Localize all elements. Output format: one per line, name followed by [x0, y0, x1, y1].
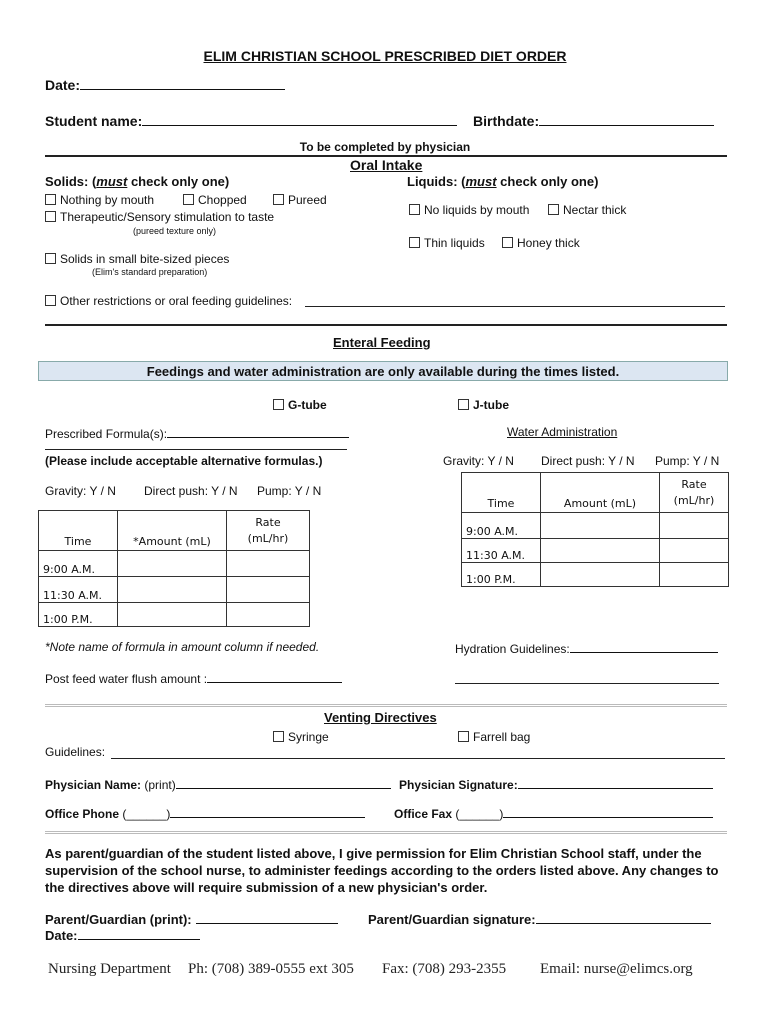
alt-formulas-note: (Please include acceptable alternative formulas.) [45, 454, 323, 468]
table-row [39, 603, 310, 627]
checkbox[interactable] [548, 204, 559, 215]
table-row [462, 539, 729, 563]
physician-name-row [45, 776, 391, 792]
water-gravity[interactable]: Gravity: Y / N [443, 454, 514, 468]
time-cell: 1:00 P.M. [462, 563, 541, 587]
date-row [45, 77, 285, 93]
option-label: J-tube [473, 398, 509, 412]
farrell-option[interactable] [458, 730, 530, 744]
thin-liquids-option[interactable] [409, 236, 485, 250]
formula-label: Prescribed Formula(s): [45, 427, 168, 441]
amount-header: Amount (mL) [541, 473, 660, 513]
option-label: Syringe [288, 730, 329, 744]
parent-print-field[interactable] [196, 911, 338, 924]
hydration-field-2[interactable] [455, 683, 719, 684]
hydration-row [455, 640, 718, 656]
feed-pump[interactable]: Pump: Y / N [257, 484, 322, 498]
divider [45, 704, 727, 707]
print-hint: (print) [141, 778, 176, 792]
solids-must: must [96, 174, 128, 189]
nectar-option[interactable] [548, 203, 626, 217]
syringe-option[interactable] [273, 730, 329, 744]
table-header-row [462, 473, 729, 513]
jtube-option[interactable] [458, 398, 509, 412]
amount-cell[interactable] [118, 551, 227, 577]
office-fax-label: Office Fax [394, 807, 453, 821]
formula-row [45, 425, 349, 441]
physician-signature-field[interactable] [518, 776, 713, 789]
solids-heading [45, 174, 229, 189]
physician-signature-row [399, 776, 713, 792]
consent-paragraph: As parent/guardian of the student listed above, I give permission for Elim Christian School staff, under the supervision of the school nurse, to administer feedings according to the orders listed above. Any changes to the directives above will require submission of a new physician's order. [45, 846, 719, 895]
rate-cell[interactable] [227, 551, 310, 577]
amount-cell[interactable] [541, 563, 660, 587]
checkbox[interactable] [273, 731, 284, 742]
parent-print-row [45, 911, 338, 927]
hydration-label: Hydration Guidelines: [455, 642, 570, 656]
feed-gravity[interactable]: Gravity: Y / N [45, 484, 116, 498]
footer-email: Email: nurse@elimcs.org [540, 961, 693, 977]
liquids-must: must [465, 174, 497, 189]
water-pump[interactable]: Pump: Y / N [655, 454, 720, 468]
rate-cell[interactable] [660, 513, 729, 539]
time-header: Time [39, 511, 118, 551]
rate-header [227, 511, 310, 551]
birthdate-field[interactable] [539, 113, 714, 126]
footer-phone: Ph: (708) 389-0555 ext 305 [188, 961, 354, 977]
nothing-by-mouth-option[interactable] [45, 193, 154, 207]
no-liquids-option[interactable] [409, 203, 529, 217]
time-cell: 9:00 A.M. [39, 551, 118, 577]
table-row [39, 551, 310, 577]
honey-option[interactable] [502, 236, 580, 250]
water-schedule-table [461, 472, 729, 587]
formula-note: *Note name of formula in amount column if needed. [45, 640, 320, 654]
option-label: Chopped [198, 193, 247, 207]
amount-cell[interactable] [118, 603, 227, 627]
parent-signature-label: Parent/Guardian signature: [368, 912, 536, 927]
parent-date-field[interactable] [78, 927, 200, 940]
time-header: Time [462, 473, 541, 513]
pureed-option[interactable] [273, 193, 327, 207]
option-label: G-tube [288, 398, 327, 412]
liquids-rest: check only one) [496, 174, 599, 189]
rate-cell[interactable] [660, 539, 729, 563]
checkbox[interactable] [183, 194, 194, 205]
water-direct-push[interactable]: Direct push: Y / N [541, 454, 635, 468]
solids-label: Solids: ( [45, 174, 97, 189]
phone-area[interactable]: (______) [119, 807, 171, 821]
gtube-option[interactable] [273, 398, 327, 412]
amount-header: *Amount (mL) [118, 511, 227, 551]
footer-dept: Nursing Department [48, 961, 171, 977]
rate-cell[interactable] [227, 603, 310, 627]
time-cell: 11:30 A.M. [462, 539, 541, 563]
fax-area[interactable]: (______) [452, 807, 504, 821]
bite-sized-option[interactable] [45, 252, 229, 266]
formula-field-2[interactable] [45, 449, 347, 450]
therapeutic-option[interactable] [45, 210, 274, 224]
formula-field[interactable] [167, 425, 349, 438]
pureed-texture-note: (pureed texture only) [133, 226, 217, 236]
checkbox[interactable] [273, 194, 284, 205]
office-phone-row [45, 805, 365, 821]
student-name-label: Student name: [45, 113, 143, 129]
option-label: No liquids by mouth [424, 203, 530, 217]
checkbox[interactable] [45, 253, 56, 264]
solids-rest: check only one) [127, 174, 230, 189]
table-row [462, 563, 729, 587]
footer-fax: Fax: (708) 293-2355 [382, 961, 507, 977]
liquids-label: Liquids: ( [407, 174, 466, 189]
date-label: Date: [45, 77, 81, 93]
flush-row [45, 670, 342, 686]
time-cell: 9:00 A.M. [462, 513, 541, 539]
checkbox[interactable] [45, 295, 56, 306]
rate-cell[interactable] [227, 577, 310, 603]
rate-header-line2: (mL/hr) [673, 493, 715, 507]
physician-name-field[interactable] [176, 776, 391, 789]
parent-date-row [45, 927, 200, 943]
office-fax-field[interactable] [503, 805, 713, 818]
option-label: Nothing by mouth [60, 193, 155, 207]
student-row [45, 113, 457, 129]
student-name-field[interactable] [142, 113, 457, 126]
table-header-row [39, 511, 310, 551]
divider [45, 831, 727, 834]
oral-intake-heading: Oral Intake [350, 157, 423, 173]
availability-banner: Feedings and water administration are only available during the times listed. [38, 361, 728, 381]
parent-signature-row [368, 911, 711, 927]
form-title: ELIM CHRISTIAN SCHOOL PRESCRIBED DIET ORDER [203, 48, 567, 64]
amount-cell[interactable] [541, 513, 660, 539]
option-label: Other restrictions or oral feeding guidelines: [60, 294, 293, 308]
date-field[interactable] [80, 77, 285, 90]
checkbox[interactable] [273, 399, 284, 410]
parent-print-label: Parent/Guardian (print): [45, 912, 192, 927]
venting-heading: Venting Directives [324, 710, 437, 725]
elim-standard-note: (Elim's standard preparation) [92, 267, 208, 277]
checkbox[interactable] [458, 399, 469, 410]
rate-header-line1: Rate [681, 477, 707, 491]
time-cell: 1:00 P.M. [39, 603, 118, 627]
physician-signature-label: Physician Signature: [399, 778, 518, 792]
table-row [39, 577, 310, 603]
parent-signature-field[interactable] [536, 911, 711, 924]
checkbox[interactable] [409, 204, 420, 215]
rate-header-line2: (mL/hr) [247, 531, 289, 545]
feed-direct-push[interactable]: Direct push: Y / N [144, 484, 238, 498]
option-label: Pureed [288, 193, 327, 207]
option-label: Farrell bag [473, 730, 531, 744]
enteral-heading: Enteral Feeding [333, 335, 431, 350]
venting-guidelines-label: Guidelines: [45, 745, 106, 759]
checkbox[interactable] [45, 211, 56, 222]
liquids-heading [407, 174, 598, 189]
checkbox[interactable] [502, 237, 513, 248]
water-admin-heading: Water Administration [507, 425, 618, 439]
chopped-option[interactable] [183, 193, 247, 207]
birthdate-row [473, 113, 714, 129]
office-phone-label: Office Phone [45, 807, 120, 821]
option-label: Thin liquids [424, 236, 485, 250]
physician-note: To be completed by physician [299, 140, 471, 154]
office-phone-field[interactable] [170, 805, 365, 818]
feeding-schedule-table [38, 510, 310, 627]
option-label: Solids in small bite-sized pieces [60, 252, 230, 266]
option-label: Nectar thick [563, 203, 627, 217]
table-row [462, 513, 729, 539]
other-restrictions-option[interactable] [45, 294, 292, 308]
checkbox[interactable] [409, 237, 420, 248]
parent-date-label: Date: [45, 928, 78, 943]
hydration-field[interactable] [570, 640, 718, 653]
birthdate-label: Birthdate: [473, 113, 540, 129]
rate-header-line1: Rate [255, 515, 281, 529]
amount-cell[interactable] [541, 539, 660, 563]
checkbox[interactable] [45, 194, 56, 205]
office-fax-row [394, 805, 713, 821]
amount-cell[interactable] [118, 577, 227, 603]
other-restrictions-field[interactable] [305, 306, 725, 307]
flush-field[interactable] [207, 670, 342, 683]
venting-guidelines-field[interactable] [111, 758, 725, 759]
rate-header [660, 473, 729, 513]
rate-cell[interactable] [660, 563, 729, 587]
option-label: Honey thick [517, 236, 580, 250]
flush-label: Post feed water flush amount : [45, 672, 208, 686]
option-label: Therapeutic/Sensory stimulation to taste [60, 210, 275, 224]
divider [45, 324, 727, 326]
time-cell: 11:30 A.M. [39, 577, 118, 603]
physician-name-label: Physician Name: [45, 778, 142, 792]
checkbox[interactable] [458, 731, 469, 742]
